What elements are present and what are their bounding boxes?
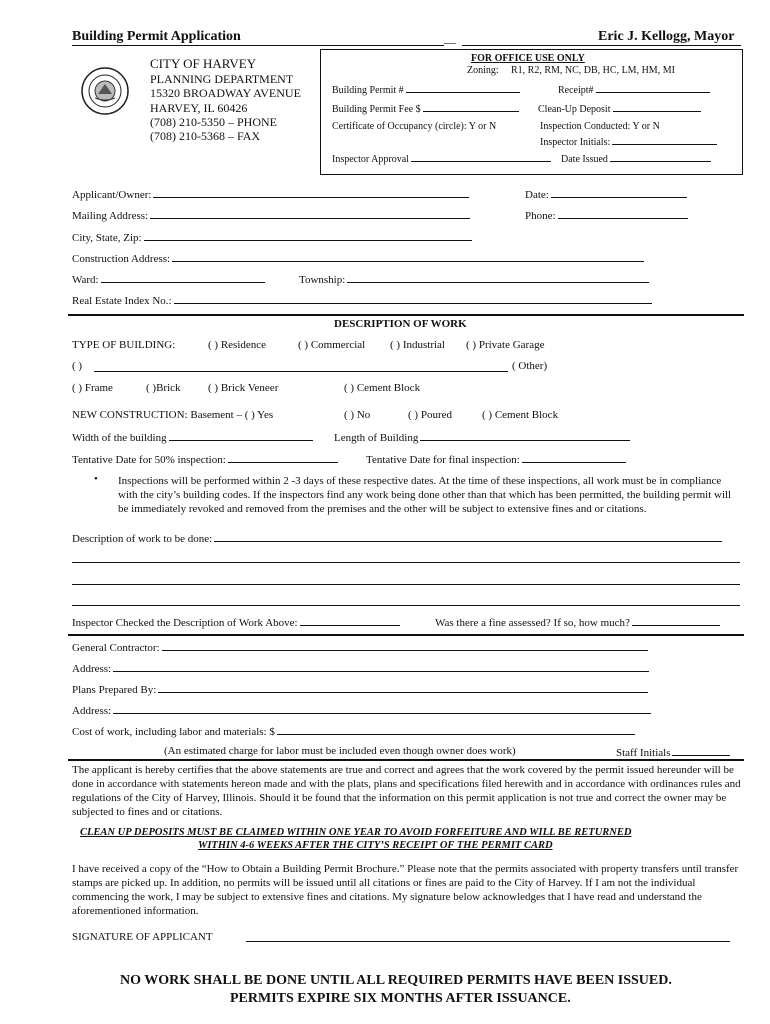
inspection-notice: Inspections will be performed within 2 -3 days of these respective dates. At the time of these inspections, all work must be in compliance with the city’s building codes. If the inspectors find any work being done other than that which has been permitted, the building permit will be immediately revoked and removed from the premises and the other will be subject to extensive fines and or citations. <box>118 475 732 515</box>
inspector-approval-field[interactable]: Inspector Approval <box>332 151 551 165</box>
work-heading: DESCRIPTION OF WORK <box>334 318 467 330</box>
fine-assessed-field[interactable]: Was there a fine assessed? If so, how much? <box>435 615 720 629</box>
inspector-checked-field[interactable]: Inspector Checked the Description of Work Above: <box>72 615 400 629</box>
type-of-building-label: TYPE OF BUILDING: <box>72 339 176 351</box>
certification-divider <box>68 759 744 761</box>
form-title: Building Permit Application <box>72 29 241 44</box>
description-line-3[interactable] <box>72 584 740 585</box>
cement-block-checkbox[interactable]: ( ) Cement Block <box>344 382 421 394</box>
city-phone: (708) 210-5350 – PHONE <box>150 115 277 129</box>
header-rule <box>462 45 741 46</box>
zoning-codes: R1, R2, RM, NC, DB, HC, LM, HM, MI <box>511 65 675 76</box>
city-name: CITY OF HARVEY <box>150 56 257 71</box>
description-field[interactable]: Description of work to be done: <box>72 531 722 545</box>
other-checkbox[interactable]: ( ) <box>72 360 83 372</box>
construction-address-field[interactable]: Construction Address: <box>72 251 644 265</box>
city-fax: (708) 210-5368 – FAX <box>150 129 261 143</box>
mailing-address-field[interactable]: Mailing Address: <box>72 208 470 222</box>
length-field[interactable]: Length of Building <box>334 430 630 444</box>
mayor-name: Eric J. Kellogg, Mayor <box>598 29 735 44</box>
city-citystate: HARVEY, IL 60426 <box>150 101 248 115</box>
tentative-50-field[interactable]: Tentative Date for 50% inspection: <box>72 452 338 466</box>
other-line[interactable] <box>94 371 508 372</box>
permit-number-field[interactable]: Building Permit # <box>332 82 520 96</box>
certificate-occupancy[interactable]: Certificate of Occupancy (circle): Y or N <box>332 121 497 132</box>
brick-veneer-checkbox[interactable]: ( ) Brick Veneer <box>208 382 279 394</box>
frame-checkbox[interactable]: ( ) Frame <box>72 382 113 394</box>
certification-statement: The applicant is hereby certifies that the above statements are true and correct and agrees that the work covered by the permit issued hereunder will be done in accordance with statements hereon made and with the plats, plans and specifications filed herewith and in accordance with ordinances rules and regulations of the City of Harvey, Illinois. Should it be found that the information on this permit application is not true and correct the owner may be subjected to fines and or citations. <box>72 764 741 818</box>
permit-fee-field[interactable]: Building Permit Fee $ <box>332 101 519 115</box>
township-field[interactable]: Township: <box>299 272 649 286</box>
cost-of-work-field[interactable]: Cost of work, including labor and materials: $ <box>72 724 635 738</box>
labor-estimate-note: (An estimated charge for labor must be included even though owner does work) <box>164 745 516 757</box>
general-contractor-field[interactable]: General Contractor: <box>72 640 648 654</box>
industrial-checkbox[interactable]: ( ) Industrial <box>390 339 445 351</box>
description-line-4[interactable] <box>72 605 740 606</box>
other-label: ( Other) <box>512 360 548 372</box>
city-seal-icon <box>80 66 130 116</box>
title-suffix: __ <box>444 31 456 45</box>
width-field[interactable]: Width of the building <box>72 430 313 444</box>
date-field[interactable]: Date: <box>525 187 687 201</box>
footer-warning-2: PERMITS EXPIRE SIX MONTHS AFTER ISSUANCE. <box>230 991 571 1006</box>
title-rule <box>72 45 444 46</box>
ward-field[interactable]: Ward: <box>72 272 265 286</box>
city-dept: PLANNING DEPARTMENT <box>150 72 294 86</box>
receipt-field[interactable]: Receipt# <box>558 82 710 96</box>
phone-field[interactable]: Phone: <box>525 208 688 222</box>
plans-prepared-by-field[interactable]: Plans Prepared By: <box>72 682 648 696</box>
city-state-zip-field[interactable]: City, State, Zip: <box>72 230 472 244</box>
poured-checkbox[interactable]: ( ) Poured <box>408 409 452 421</box>
contractor-divider <box>68 634 744 636</box>
brochure-acknowledgement: I have received a copy of the “How to Obtain a Building Permit Brochure.” Please note that the permits associated with property transfers until transfer stamps are picked up. In addition, no permits will be issued until all citations or fines are paid to the City of Harvey. If I am not the individual commencing the work, I may be subject to extensive fines and citations. My signature below acknowledges that I have read and understand the aforementioned information. <box>72 863 739 917</box>
inspection-conducted[interactable]: Inspection Conducted: Y or N <box>540 121 660 132</box>
basement-cement-block-checkbox[interactable]: ( ) Cement Block <box>482 409 559 421</box>
cleanup-notice-line-1: CLEAN UP DEPOSITS MUST BE CLAIMED WITHIN ONE YEAR TO AVOID FORFEITURE AND WILL BE RETURNED <box>80 827 632 838</box>
description-line-2[interactable] <box>72 562 740 563</box>
cleanup-deposit-field[interactable]: Clean-Up Deposit <box>538 101 701 115</box>
residence-checkbox[interactable]: ( ) Residence <box>208 339 267 351</box>
plans-address-field[interactable]: Address: <box>72 703 651 717</box>
office-heading: FOR OFFICE USE ONLY <box>471 53 585 64</box>
contractor-address-field[interactable]: Address: <box>72 661 649 675</box>
real-estate-index-field[interactable]: Real Estate Index No.: <box>72 293 652 307</box>
staff-initials-field[interactable]: Staff Initials <box>616 745 730 759</box>
footer-warning-1: NO WORK SHALL BE DONE UNTIL ALL REQUIRED PERMITS HAVE BEEN ISSUED. <box>120 973 672 988</box>
applicant-owner-field[interactable]: Applicant/Owner: <box>72 187 469 201</box>
section-divider <box>68 314 744 316</box>
commercial-checkbox[interactable]: ( ) Commercial <box>298 339 366 351</box>
cleanup-notice-line-2: WITHIN 4-6 WEEKS AFTER THE CITY’S RECEIPT OF THE PERMIT CARD <box>198 840 553 851</box>
city-street: 15320 BROADWAY AVENUE <box>150 86 301 100</box>
basement-no-checkbox[interactable]: ( ) No <box>344 409 371 421</box>
private-garage-checkbox[interactable]: ( ) Private Garage <box>466 339 545 351</box>
new-construction-basement-yes[interactable]: NEW CONSTRUCTION: Basement – ( ) Yes <box>72 409 274 421</box>
brick-checkbox[interactable]: ( )Brick <box>146 382 181 394</box>
bullet-icon: • <box>94 473 98 485</box>
inspector-initials-field[interactable]: Inspector Initials: <box>540 134 717 148</box>
signature-label: SIGNATURE OF APPLICANT <box>72 931 213 943</box>
signature-line[interactable] <box>246 941 730 942</box>
tentative-final-field[interactable]: Tentative Date for final inspection: <box>366 452 626 466</box>
date-issued-field[interactable]: Date Issued <box>561 151 711 165</box>
zoning-label: Zoning: <box>467 65 499 76</box>
